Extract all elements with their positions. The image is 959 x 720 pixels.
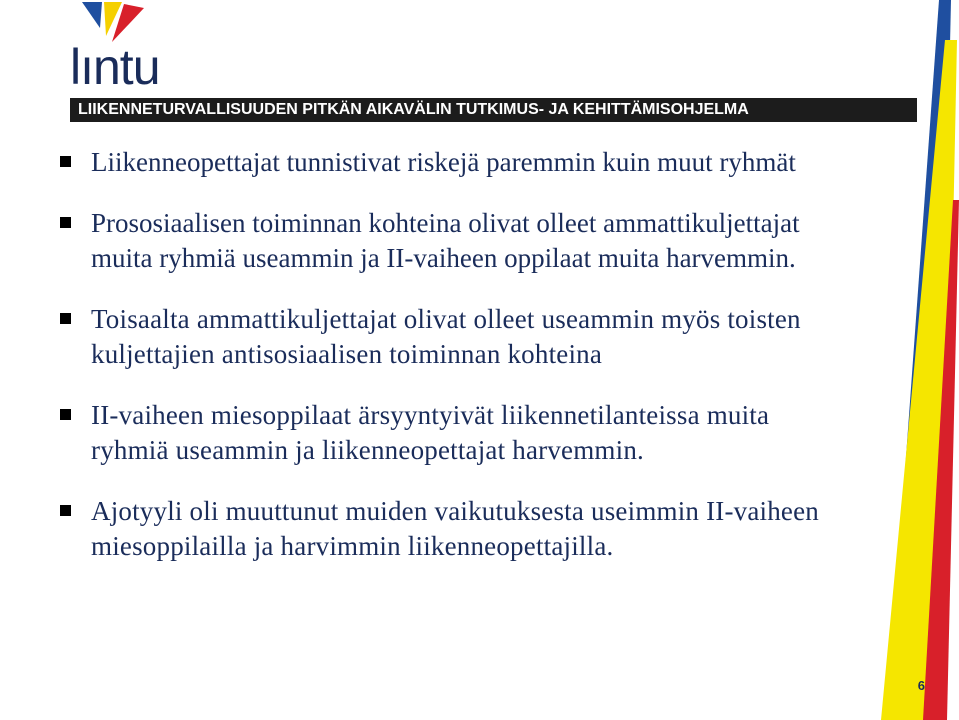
- page-number: 6: [917, 678, 925, 693]
- bullet-text: Liikenneopettajat tunnistivat riskejä paremmin kuin muut ryhmät: [91, 147, 796, 177]
- bullet-text: Ajotyyli oli muuttunut muiden vaikutuksesta useimmin II-vaiheen miesoppilailla ja harvimmin liikenneopettajilla.: [91, 496, 819, 561]
- square-bullet-icon: [60, 156, 71, 167]
- bullet-text: II-vaiheen miesoppilaat ärsyyntyivät liikennetilanteissa muita ryhmiä useammin ja liikenneopettajat harvemmin.: [91, 400, 770, 465]
- bullet-text: Toisaalta ammattikuljettajat olivat olleet useammin myös toisten kuljettajien antisosiaalisen toiminnan kohteina: [91, 304, 801, 369]
- program-banner: LIIKENNETURVALLISUUDEN PITKÄN AIKAVÄLIN TUTKIMUS- JA KEHITTÄMISOHJELMA: [70, 98, 917, 122]
- logo-wordmark: lıntu: [70, 39, 160, 95]
- bullet-item: [60, 302, 830, 372]
- bullet-text: Prososiaalisen toiminnan kohteina olivat olleet ammattikuljettajat muita ryhmiä useammin ja II-vaiheen oppilaat muita harvemmin.: [91, 208, 800, 273]
- square-bullet-icon: [60, 505, 71, 516]
- bullet-item: [60, 398, 830, 468]
- bullet-item: [60, 206, 830, 276]
- bullet-list: [60, 145, 830, 590]
- square-bullet-icon: [60, 313, 71, 324]
- square-bullet-icon: [60, 217, 71, 228]
- bullet-item: [60, 494, 830, 564]
- bullet-item: [60, 145, 830, 180]
- square-bullet-icon: [60, 409, 71, 420]
- decorative-stripes: [879, 0, 959, 720]
- lintu-logo: [70, 0, 190, 100]
